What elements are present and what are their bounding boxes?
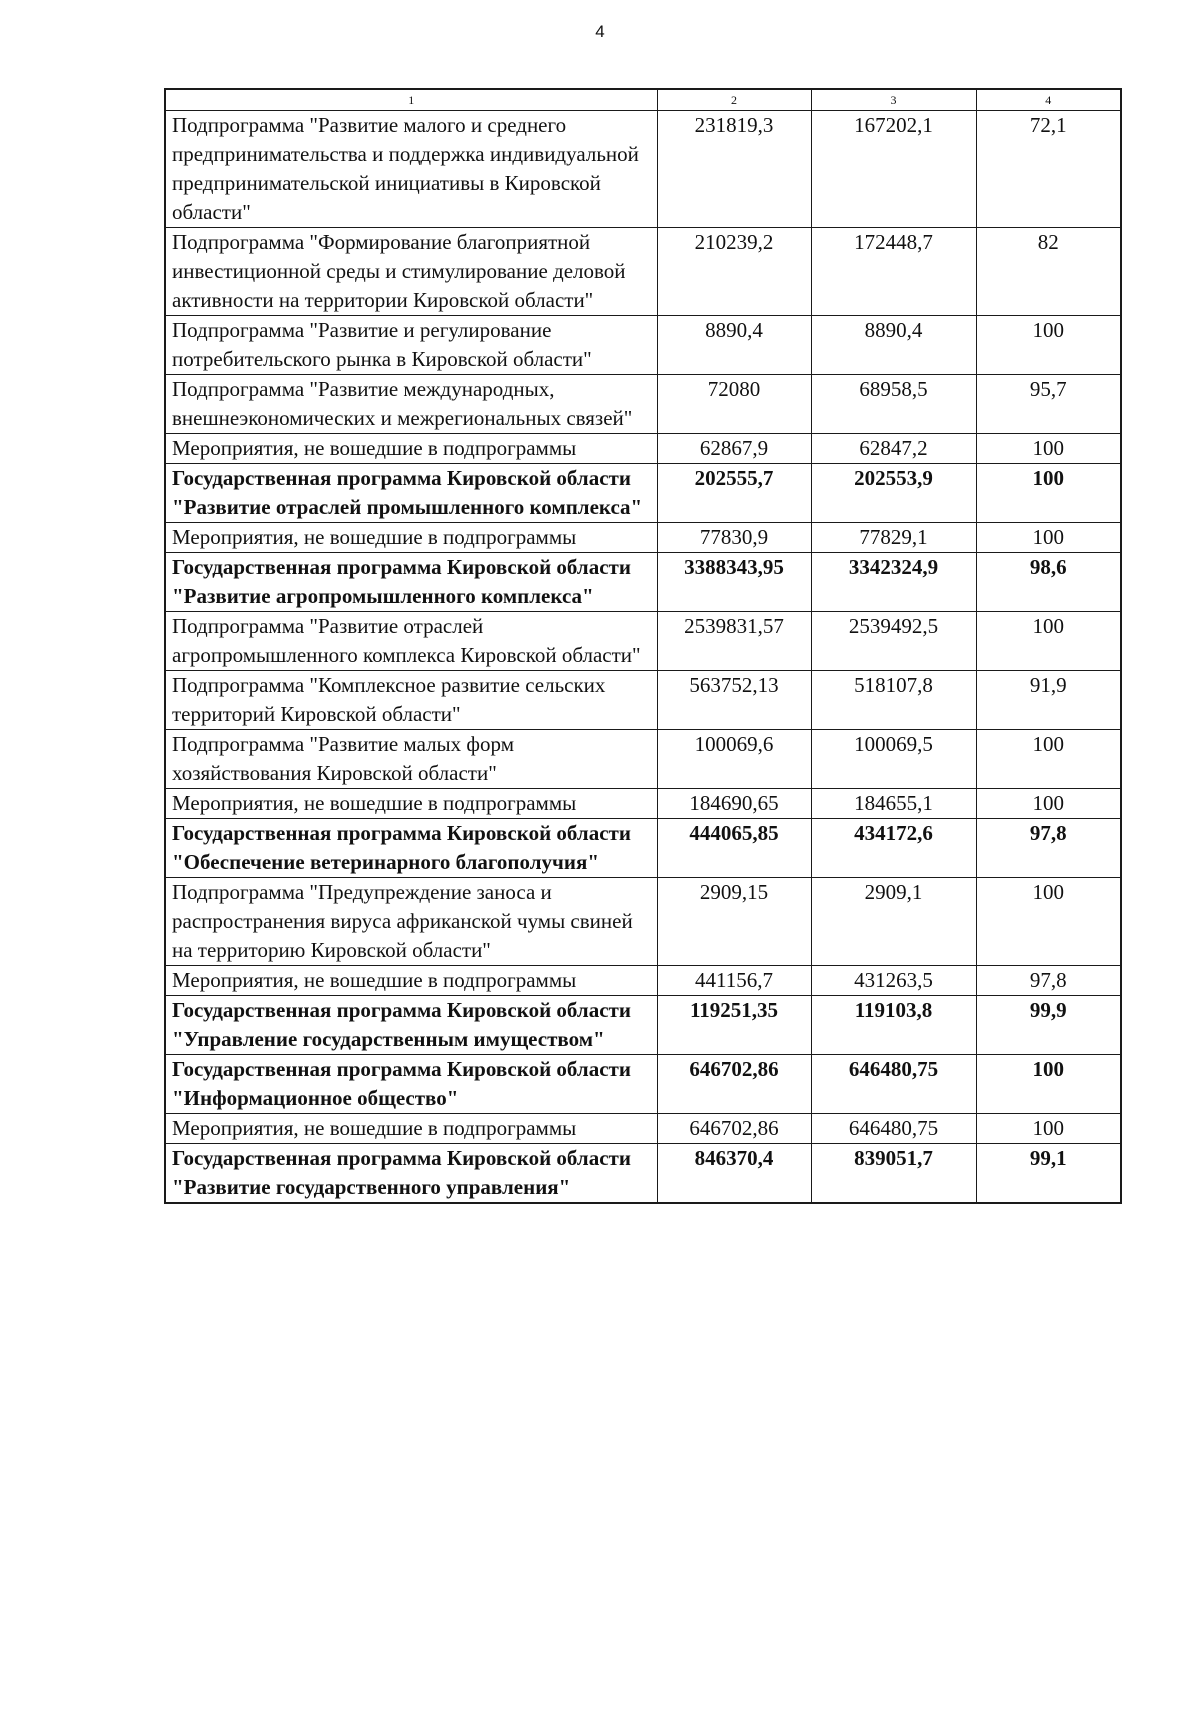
table-row bbox=[165, 434, 1121, 464]
actual-amount-cell: 172448,7 bbox=[811, 228, 976, 316]
program-name-cell: Государственная программа Кировской области "Управление государственным имуществом" bbox=[165, 996, 657, 1055]
execution-percent-cell: 100 bbox=[976, 464, 1121, 523]
column-number-row bbox=[165, 89, 1121, 111]
program-name-cell: Государственная программа Кировской области "Развитие отраслей промышленного комплекса" bbox=[165, 464, 657, 523]
program-name-cell: Мероприятия, не вошедшие в подпрограммы bbox=[165, 523, 657, 553]
planned-amount-cell: 646702,86 bbox=[657, 1055, 811, 1114]
planned-amount-cell: 210239,2 bbox=[657, 228, 811, 316]
execution-percent-cell: 100 bbox=[976, 1055, 1121, 1114]
table-row bbox=[165, 375, 1121, 434]
actual-amount-cell: 2539492,5 bbox=[811, 612, 976, 671]
actual-amount-cell: 119103,8 bbox=[811, 996, 976, 1055]
planned-amount-cell: 100069,6 bbox=[657, 730, 811, 789]
actual-amount-cell: 646480,75 bbox=[811, 1114, 976, 1144]
execution-percent-cell: 97,8 bbox=[976, 966, 1121, 996]
table-row bbox=[165, 878, 1121, 966]
table-row bbox=[165, 966, 1121, 996]
actual-amount-cell: 3342324,9 bbox=[811, 553, 976, 612]
execution-percent-cell: 100 bbox=[976, 789, 1121, 819]
actual-amount-cell: 434172,6 bbox=[811, 819, 976, 878]
actual-amount-cell: 167202,1 bbox=[811, 111, 976, 228]
actual-amount-cell: 518107,8 bbox=[811, 671, 976, 730]
actual-amount-cell: 646480,75 bbox=[811, 1055, 976, 1114]
execution-percent-cell: 72,1 bbox=[976, 111, 1121, 228]
execution-percent-cell: 100 bbox=[976, 434, 1121, 464]
program-name-cell: Подпрограмма "Развитие малых форм хозяйствования Кировской области" bbox=[165, 730, 657, 789]
table-row bbox=[165, 612, 1121, 671]
program-name-cell: Государственная программа Кировской области "Развитие государственного управления" bbox=[165, 1144, 657, 1204]
table-row bbox=[165, 553, 1121, 612]
program-name-cell: Подпрограмма "Предупреждение заноса и распространения вируса африканской чумы свиней на территорию Кировской области" bbox=[165, 878, 657, 966]
planned-amount-cell: 202555,7 bbox=[657, 464, 811, 523]
execution-percent-cell: 99,1 bbox=[976, 1144, 1121, 1204]
program-name-cell: Подпрограмма "Развитие малого и среднего предпринимательства и поддержка индивидуальной предпринимательской инициативы в Кировской области" bbox=[165, 111, 657, 228]
program-name-cell: Мероприятия, не вошедшие в подпрограммы bbox=[165, 789, 657, 819]
planned-amount-cell: 441156,7 bbox=[657, 966, 811, 996]
planned-amount-cell: 2539831,57 bbox=[657, 612, 811, 671]
execution-percent-cell: 91,9 bbox=[976, 671, 1121, 730]
column-2-header: 2 bbox=[657, 89, 811, 111]
program-name-cell: Подпрограмма "Развитие международных, внешнеэкономических и межрегиональных связей" bbox=[165, 375, 657, 434]
planned-amount-cell: 231819,3 bbox=[657, 111, 811, 228]
table-row bbox=[165, 1144, 1121, 1204]
table-row bbox=[165, 789, 1121, 819]
table-row bbox=[165, 996, 1121, 1055]
column-4-header: 4 bbox=[976, 89, 1121, 111]
program-name-cell: Мероприятия, не вошедшие в подпрограммы bbox=[165, 434, 657, 464]
table-row bbox=[165, 730, 1121, 789]
planned-amount-cell: 646702,86 bbox=[657, 1114, 811, 1144]
program-name-cell: Мероприятия, не вошедшие в подпрограммы bbox=[165, 966, 657, 996]
table-row bbox=[165, 111, 1121, 228]
planned-amount-cell: 2909,15 bbox=[657, 878, 811, 966]
table-row bbox=[165, 464, 1121, 523]
actual-amount-cell: 2909,1 bbox=[811, 878, 976, 966]
actual-amount-cell: 202553,9 bbox=[811, 464, 976, 523]
planned-amount-cell: 444065,85 bbox=[657, 819, 811, 878]
execution-percent-cell: 100 bbox=[976, 1114, 1121, 1144]
execution-percent-cell: 82 bbox=[976, 228, 1121, 316]
table-row bbox=[165, 316, 1121, 375]
planned-amount-cell: 184690,65 bbox=[657, 789, 811, 819]
planned-amount-cell: 563752,13 bbox=[657, 671, 811, 730]
program-name-cell: Подпрограмма "Формирование благоприятной инвестиционной среды и стимулирование деловой активности на территории Кировской области" bbox=[165, 228, 657, 316]
program-name-cell: Государственная программа Кировской области "Развитие агропромышленного комплекса" bbox=[165, 553, 657, 612]
budget-table bbox=[164, 88, 1122, 1204]
program-name-cell: Государственная программа Кировской области "Обеспечение ветеринарного благополучия" bbox=[165, 819, 657, 878]
execution-percent-cell: 100 bbox=[976, 316, 1121, 375]
planned-amount-cell: 62867,9 bbox=[657, 434, 811, 464]
actual-amount-cell: 839051,7 bbox=[811, 1144, 976, 1204]
actual-amount-cell: 62847,2 bbox=[811, 434, 976, 464]
planned-amount-cell: 77830,9 bbox=[657, 523, 811, 553]
program-name-cell: Государственная программа Кировской области "Информационное общество" bbox=[165, 1055, 657, 1114]
actual-amount-cell: 77829,1 bbox=[811, 523, 976, 553]
planned-amount-cell: 846370,4 bbox=[657, 1144, 811, 1204]
table-row bbox=[165, 671, 1121, 730]
planned-amount-cell: 72080 bbox=[657, 375, 811, 434]
execution-percent-cell: 98,6 bbox=[976, 553, 1121, 612]
execution-percent-cell: 97,8 bbox=[976, 819, 1121, 878]
execution-percent-cell: 100 bbox=[976, 730, 1121, 789]
table-row bbox=[165, 1114, 1121, 1144]
planned-amount-cell: 3388343,95 bbox=[657, 553, 811, 612]
execution-percent-cell: 99,9 bbox=[976, 996, 1121, 1055]
table-row bbox=[165, 819, 1121, 878]
actual-amount-cell: 68958,5 bbox=[811, 375, 976, 434]
program-name-cell: Подпрограмма "Развитие отраслей агропромышленного комплекса Кировской области" bbox=[165, 612, 657, 671]
program-name-cell: Мероприятия, не вошедшие в подпрограммы bbox=[165, 1114, 657, 1144]
column-3-header: 3 bbox=[811, 89, 976, 111]
actual-amount-cell: 8890,4 bbox=[811, 316, 976, 375]
execution-percent-cell: 100 bbox=[976, 612, 1121, 671]
program-name-cell: Подпрограмма "Комплексное развитие сельских территорий Кировской области" bbox=[165, 671, 657, 730]
execution-percent-cell: 100 bbox=[976, 523, 1121, 553]
table-header bbox=[165, 89, 1121, 111]
actual-amount-cell: 431263,5 bbox=[811, 966, 976, 996]
planned-amount-cell: 119251,35 bbox=[657, 996, 811, 1055]
actual-amount-cell: 100069,5 bbox=[811, 730, 976, 789]
program-name-cell: Подпрограмма "Развитие и регулирование потребительского рынка в Кировской области" bbox=[165, 316, 657, 375]
table-row bbox=[165, 228, 1121, 316]
table-row bbox=[165, 1055, 1121, 1114]
column-1-header: 1 bbox=[165, 89, 657, 111]
actual-amount-cell: 184655,1 bbox=[811, 789, 976, 819]
table-row bbox=[165, 523, 1121, 553]
planned-amount-cell: 8890,4 bbox=[657, 316, 811, 375]
page-number: 4 bbox=[595, 22, 605, 41]
execution-percent-cell: 100 bbox=[976, 878, 1121, 966]
table-body bbox=[165, 111, 1121, 1204]
execution-percent-cell: 95,7 bbox=[976, 375, 1121, 434]
